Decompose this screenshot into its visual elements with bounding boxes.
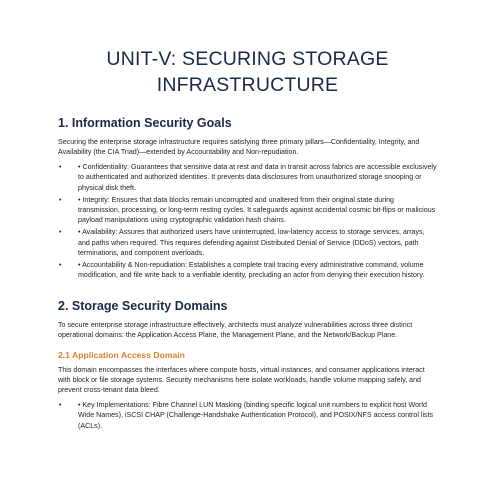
- list-item: [58, 400, 437, 431]
- section1-intro: Securing the enterprise storage infrastructure requires satisfying three primary pillars—Confidentiality, Integrity, and Availability (the CIA Triad)—extended by Accountability and Non-repudiation.: [58, 138, 420, 157]
- list-item-text: • Confidentiality: Guarantees that sensitive data at rest and data in transit across fabrics are accessible exclusively to authenticated and authorized identities. It prevents data disclosures from unauthorized storage snooping or physical disk theft.: [78, 162, 437, 192]
- list-item-text: • Integrity: Ensures that data blocks remain uncorrupted and unaltered from their original state during transmission, processing, or long-term resting cycles. It safeguards against accidental cosmic bit-flips or malicious payload manipulations using cryptographic validation hash chains.: [78, 195, 436, 225]
- list-item-text: • Accountability & Non-repudiation: Establishes a complete trail tracing every administrative command, volume modification, and file write back to a verifiable identity, precluding an actor from denying their execution history.: [78, 260, 425, 280]
- list-item-text: • Availability: Assures that authorized users have uninterrupted, low-latency access to storage services, arrays, and paths when required. This requires defending against Distributed Denial of Service (DDoS) vectors, path terminations, and component overloads.: [78, 228, 425, 258]
- bullet-icon: •: [59, 195, 62, 204]
- list-item: [58, 162, 437, 193]
- section2-intro: To secure enterprise storage infrastructure effectively, architects must analyze vulnerabilities across three distinct operational domains: the Application Access Plane, the Management Plane, and the Network/Backup Plane.: [58, 320, 413, 340]
- subsection-2-1-intro: This domain encompasses the interfaces where compute hosts, virtual instances, and consumer applications interact with block or file storage systems. Security mechanisms here isolate workloads, handle volume mapping safely, and prevent cross-tenant data bleed.: [58, 365, 425, 395]
- list-item: [58, 260, 437, 281]
- section2-heading: 2. Storage Security Domains: [58, 298, 228, 313]
- list-item: [58, 195, 437, 226]
- section1-heading: 1. Information Security Goals: [58, 116, 232, 130]
- bullet-icon: •: [59, 162, 62, 171]
- title-line-2: INFRASTRUCTURE: [156, 74, 339, 96]
- bullet-icon: •: [59, 400, 62, 409]
- document-title: [58, 46, 437, 98]
- subsection-2-1-bullet-list: [58, 400, 437, 431]
- section1-bullet-list: [58, 162, 437, 281]
- subsection-2-1-heading: 2.1 Application Access Domain: [58, 349, 185, 360]
- title-line-1: UNIT-V: SECURING STORAGE: [106, 48, 389, 70]
- bullet-icon: •: [59, 228, 62, 237]
- list-item: [58, 227, 437, 258]
- list-item-text: • Key Implementations: Fibre Channel LUN Masking (binding specific logical unit numbers to explicit host World Wide Names), iSCSI CHAP (Challenge-Handshake Authentication Protocol), and POSIX/NFS access control lists (ACLs).: [78, 400, 434, 430]
- bullet-icon: •: [59, 260, 62, 269]
